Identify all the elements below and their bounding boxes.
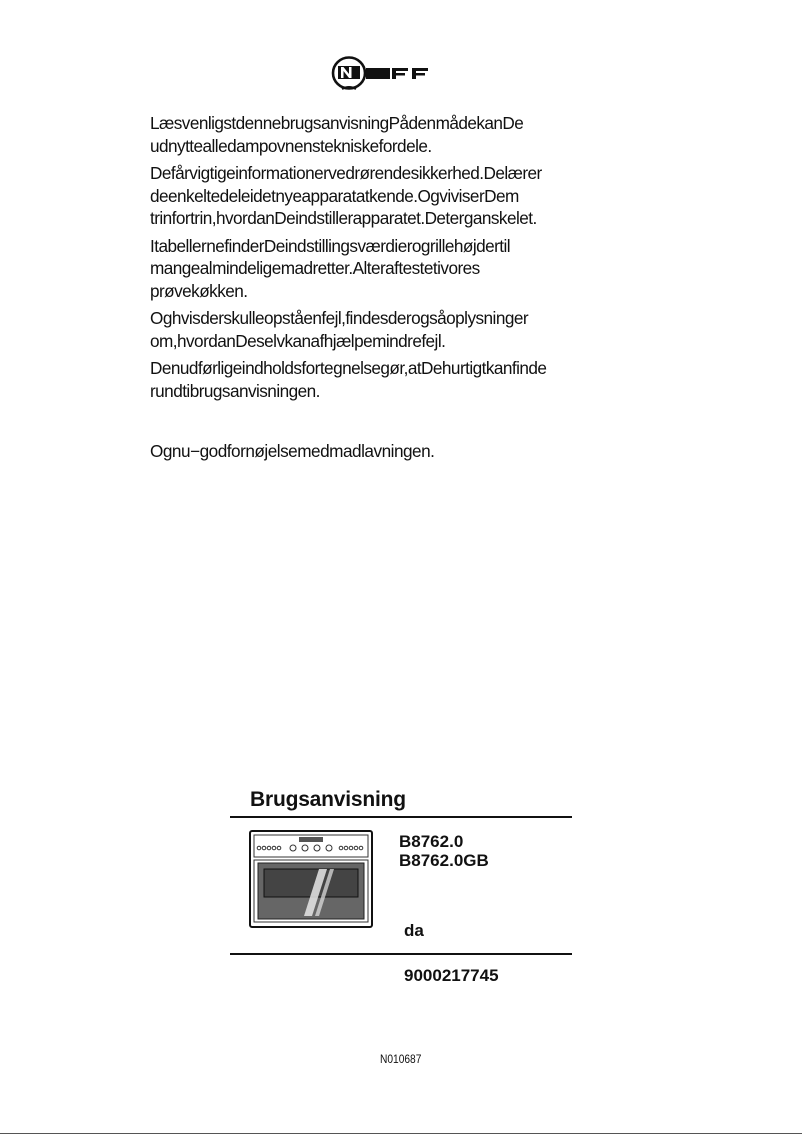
page-bottom-edge — [0, 1133, 802, 1134]
model-number: B8762.0 — [399, 832, 464, 851]
greeting: Ognu−godfornøjelsemedmadlavningen. — [150, 441, 435, 461]
document-title: Brugsanvisning — [250, 788, 406, 811]
intro-text — [150, 112, 620, 407]
divider-bottom — [230, 953, 572, 955]
intro-paragraph: Defårvigtigeinformationervedrørendesikkerhed.Delærer deenkeltedeleidetnyeapparatatkende.OgviviserDem trinfortrin,hvordanDeindstillerapparatet.Deterganskelet. — [150, 163, 542, 228]
model-number: B8762.0GB — [399, 851, 489, 870]
oven-illustration — [249, 830, 373, 928]
intro-paragraph: Oghvisderskulleopståenfejl,findesderogsåoplysninger om,hvordanDeselvkanafhjælpemindrefejl. — [150, 308, 529, 351]
neff-logo — [330, 54, 450, 92]
footer-code: N010687 — [380, 1052, 422, 1066]
intro-paragraph: Denudførligeindholdsfortegnelsegør,atDehurtigtkanfinde rundtibrugsanvisningen. — [150, 358, 547, 401]
part-number: 9000217745 — [404, 966, 499, 985]
language-code: da — [404, 921, 424, 940]
model-numbers — [399, 832, 489, 870]
intro-paragraph: ItabellernefinderDeindstillingsværdierogrillehøjdertil mangealmindeligemadretter.Alteraftestetivores prøvekøkken. — [150, 235, 511, 301]
divider-top — [230, 816, 572, 818]
intro-paragraph: LæsvenligstdennebrugsanvisningPådenmådekanDe udnyttealledampovnenstekniskefordele. — [150, 113, 524, 156]
